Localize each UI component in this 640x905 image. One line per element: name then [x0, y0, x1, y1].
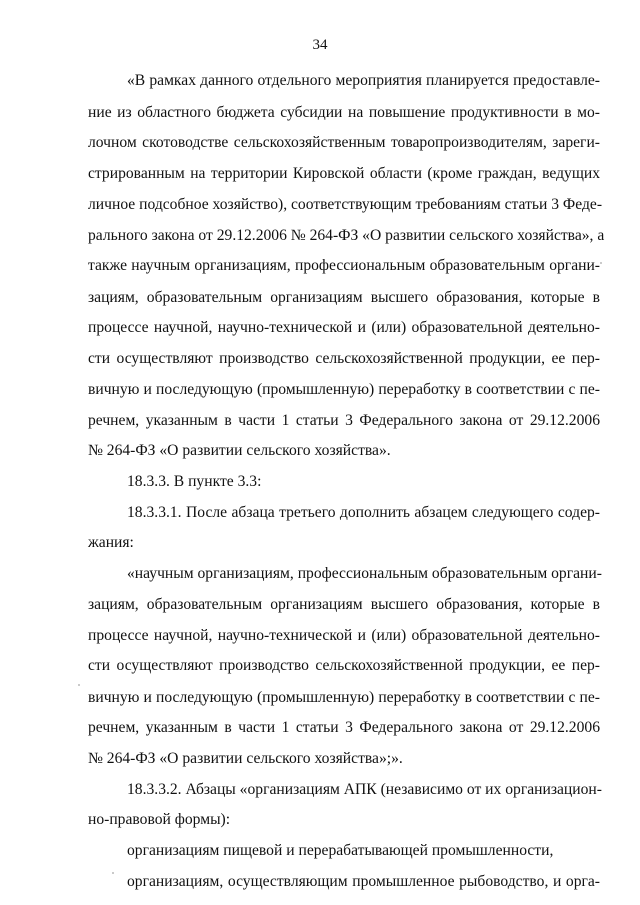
- text-line: процессе научной, научно-технической и (или) образовательной деятельно-: [88, 627, 600, 644]
- text-line: 18.3.3.2. Абзацы «организациям АПК (независимо от их организацион-: [127, 781, 602, 798]
- text-line: речнем, указанным в части 1 статьи 3 Федерального закона от 29.12.2006: [88, 412, 600, 429]
- text-line: организациям, осуществляющим промышленное рыбоводство, и орга-: [127, 873, 600, 890]
- text-line: речнем, указанным в части 1 статьи 3 Федерального закона от 29.12.2006: [88, 719, 600, 736]
- text-line: вичную и последующую (промышленную) переработку в соответствии с пе-: [88, 689, 600, 706]
- text-line: но-правовой формы):: [88, 811, 231, 828]
- page-number: 34: [312, 37, 328, 53]
- text-line: рального закона от 29.12.2006 № 264-ФЗ «О развитии сельского хозяйства», а: [88, 227, 605, 244]
- text-line: «научным организациям, профессиональным образовательным органи-: [127, 565, 602, 582]
- text-line: организациям пищевой и перерабатывающей промышленности,: [127, 842, 554, 859]
- text-line: сти осуществляют производство сельскохозяйственной продукции, ее пер-: [88, 350, 600, 367]
- text-line: жания:: [88, 534, 134, 551]
- text-line: № 264-ФЗ «О развитии сельского хозяйства».: [88, 442, 391, 459]
- text-line: процессе научной, научно-технической и (или) образовательной деятельно-: [88, 319, 600, 336]
- text-line: 18.3.3. В пункте 3.3:: [127, 473, 262, 490]
- text-line: зациям, образовательным организациям высшего образования, которые в: [88, 596, 600, 613]
- text-line: сти осуществляют производство сельскохозяйственной продукции, ее пер-: [88, 657, 600, 674]
- text-line: также научным организациям, профессиональным образовательным органи-: [88, 257, 600, 274]
- scan-speck: [600, 262, 602, 264]
- text-line: зациям, образовательным организациям высшего образования, которые в: [88, 289, 600, 306]
- scan-speck: [112, 872, 114, 874]
- text-line: ние из областного бюджета субсидии на повышение продуктивности в мо-: [88, 104, 600, 121]
- text-line: стрированным на территории Кировской области (кроме граждан, ведущих: [88, 165, 600, 182]
- scan-speck: [78, 684, 80, 686]
- text-line: личное подсобное хозяйство), соответствующим требованиям статьи 3 Феде-: [88, 196, 603, 213]
- text-line: 18.3.3.1. После абзаца третьего дополнить абзацем следующего содер-: [127, 504, 600, 521]
- text-line: № 264-ФЗ «О развитии сельского хозяйства»;».: [88, 750, 403, 767]
- text-line: лочном скотоводстве сельскохозяйственным товаропроизводителям, зареги-: [88, 134, 600, 151]
- text-line: вичную и последующую (промышленную) переработку в соответствии с пе-: [88, 381, 600, 398]
- text-line: «В рамках данного отдельного мероприятия планируется предоставле-: [127, 72, 600, 89]
